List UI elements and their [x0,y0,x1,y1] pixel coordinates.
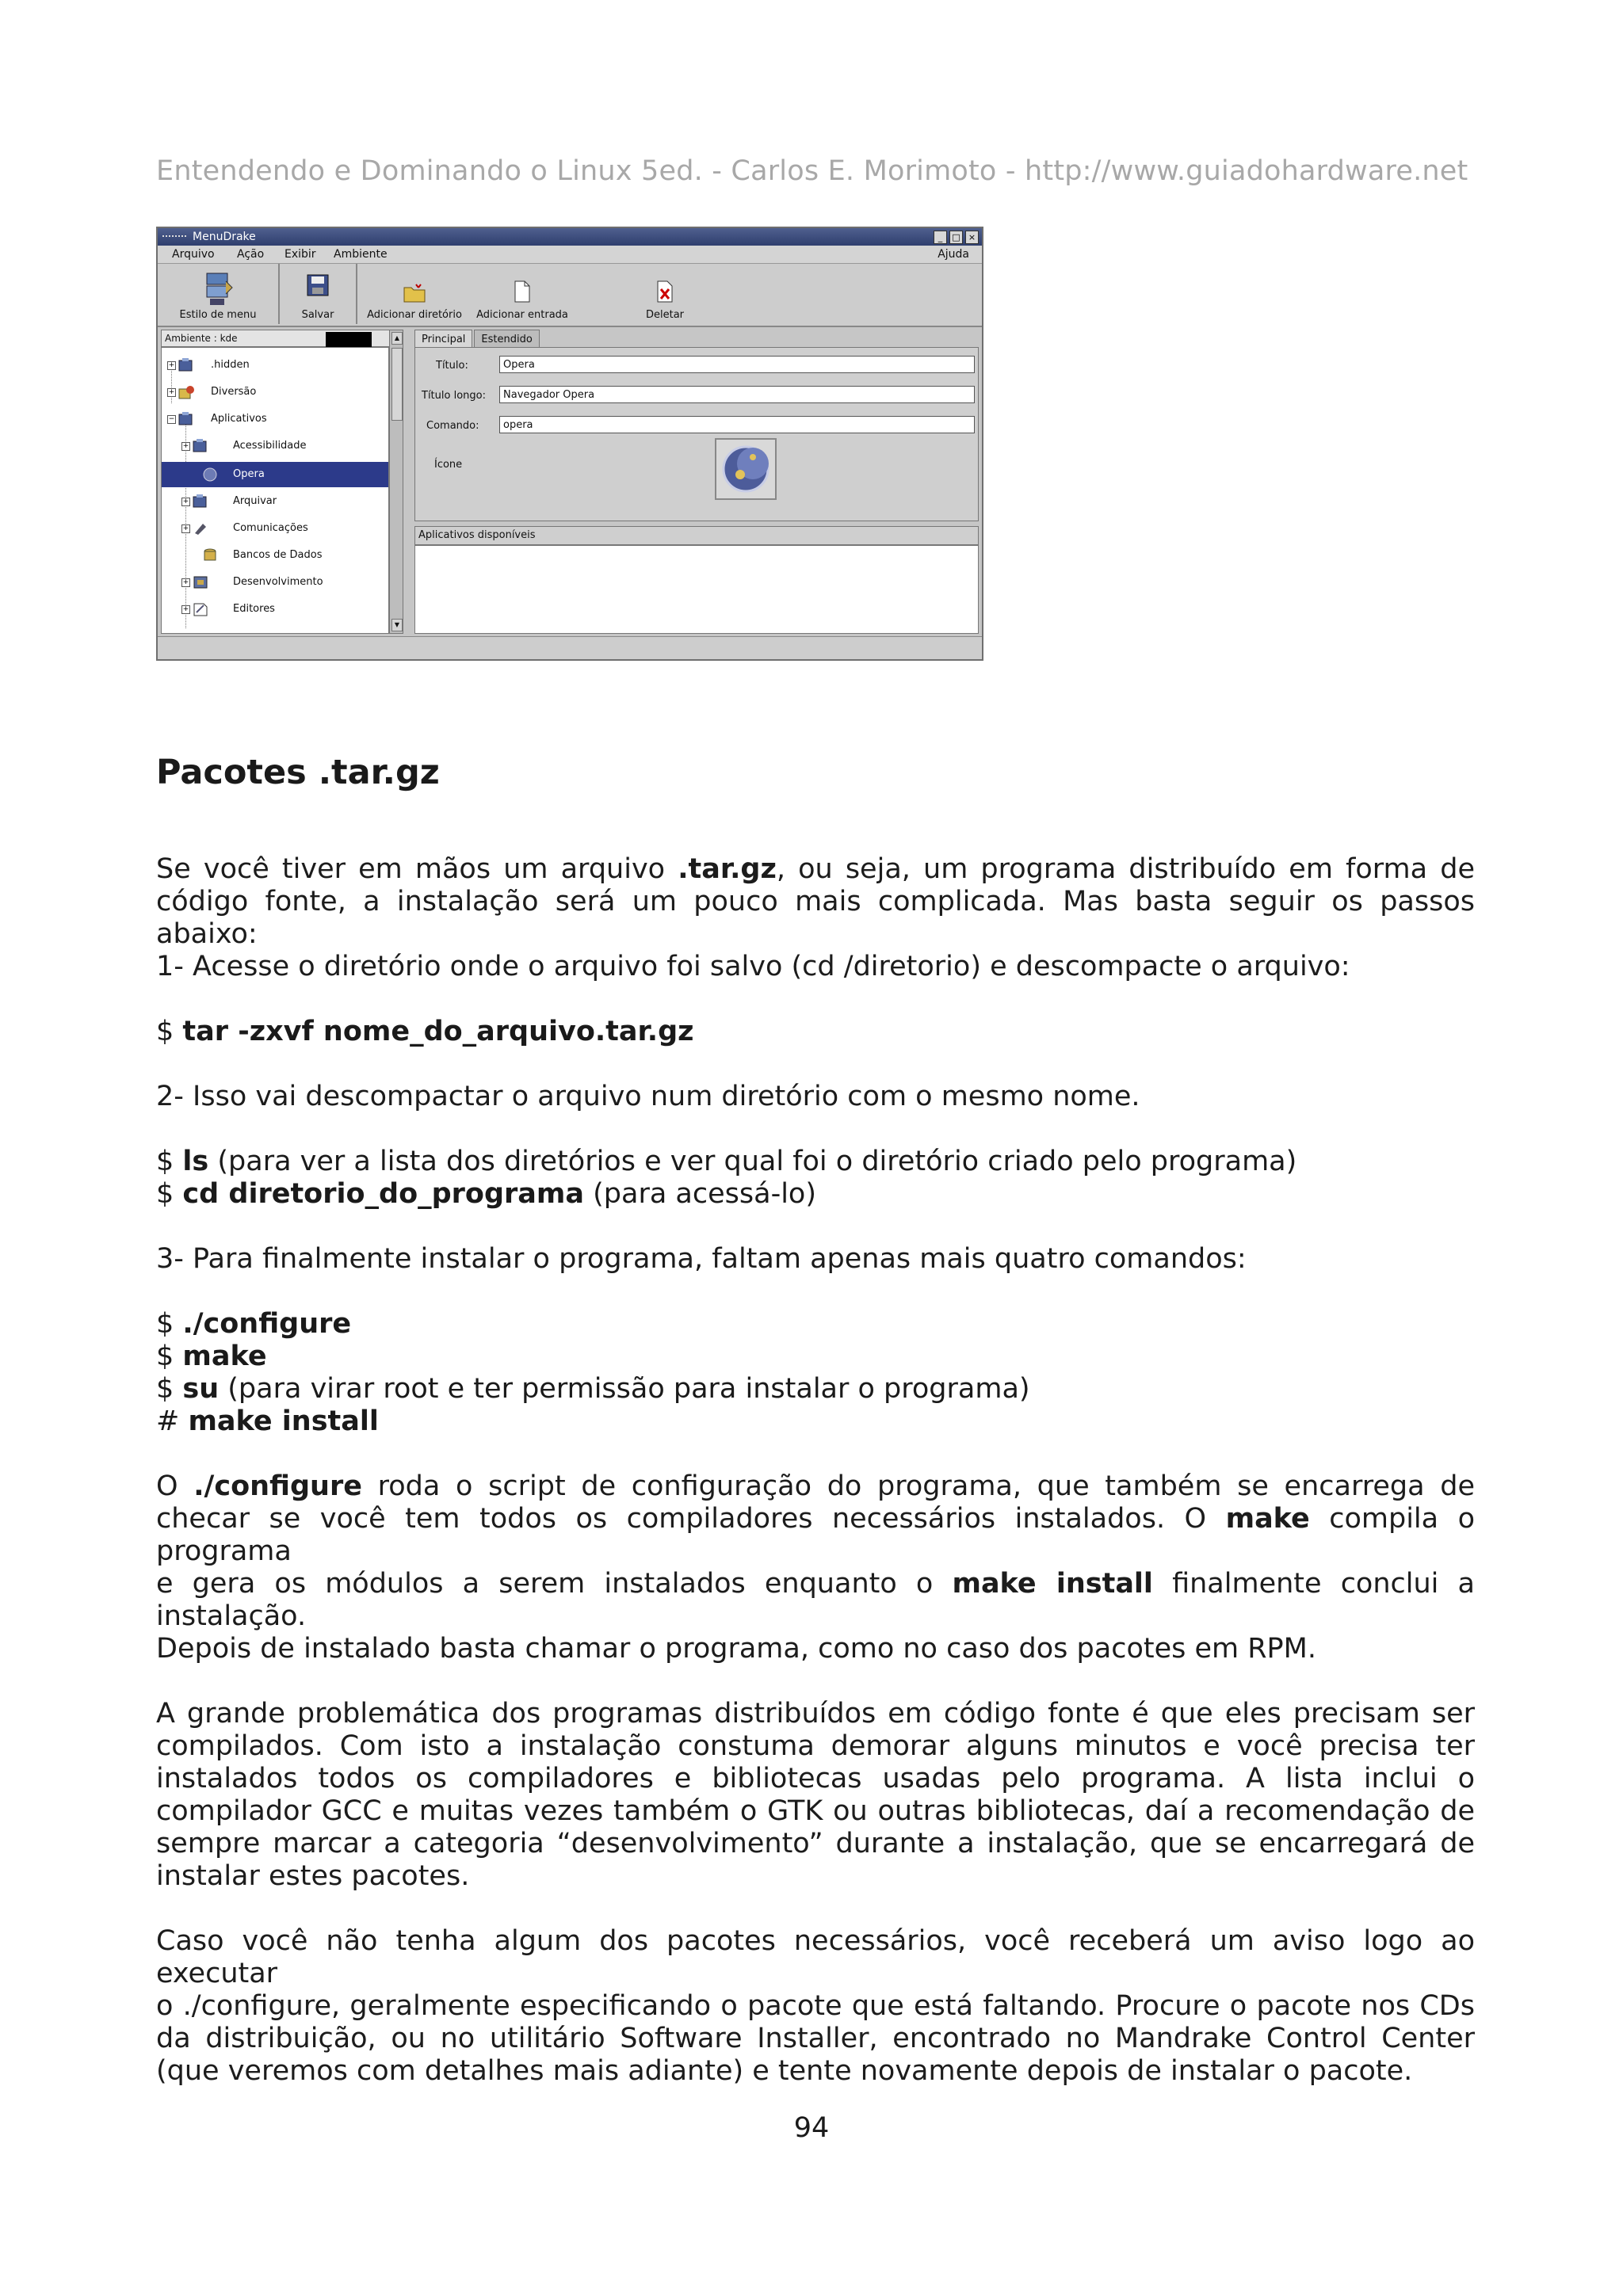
command-tar: $ tar -zxvf nome_do_arquivo.tar.gz [156,1016,694,1047]
problematica-line-2: compilados. Com isto a instalação constuma demorar alguns minutos e você precisa ter [156,1730,1475,1762]
expand-icon[interactable]: + [182,498,189,505]
problematica-line-1: A grande problemática dos programas distribuídos em código fonte é que eles precisam ser [156,1698,1475,1730]
menu-acao[interactable]: Ação [237,248,265,261]
scroll-down-icon[interactable]: ▼ [391,619,403,631]
folder-icon [192,494,209,509]
caso-line-1: Caso você não tenha algum dos pacotes necessários, você receberá um aviso logo ao executar [156,1925,1475,1989]
development-icon [192,574,209,590]
comando-row [422,416,533,437]
menu-ajuda[interactable]: Ajuda [938,248,969,261]
command-make-install: # make install [156,1405,379,1437]
folder-icon [192,438,209,454]
command-configure: $ ./configure [156,1308,352,1340]
tree-item-hidden[interactable]: + .hidden [162,353,388,378]
salvar-label: Salvar [301,309,334,321]
titulo-input[interactable]: Opera [499,356,975,373]
toolbar [158,264,982,327]
tree-item-editores[interactable]: + Editores [162,597,388,622]
ambiente-header[interactable]: Ambiente : kde [161,330,395,347]
expand-icon[interactable]: + [168,388,175,396]
command-make: $ make [156,1341,267,1372]
paragraph-intro [156,853,1475,951]
scroll-up-icon[interactable]: ▲ [391,332,403,345]
minimize-button[interactable]: _ [934,231,947,244]
icone-label: Ícone [434,459,463,471]
phone-icon [192,521,209,536]
delete-icon [655,280,674,303]
tree-item-comunicacoes[interactable]: + Comunicações [162,516,388,541]
deletar-label: Deletar [645,309,685,321]
database-icon [201,547,219,563]
folder-add-icon [403,283,426,303]
adicionar-entrada-button[interactable] [470,264,575,324]
estilo-de-menu-label: Estilo de menu [179,309,257,321]
editor-icon [192,601,209,617]
paragraph-caso [156,1925,1475,2088]
folder-icon [178,411,195,427]
tab-principal[interactable]: Principal [414,330,472,349]
page-header: Entendendo e Dominando o Linux 5ed. - Carlos E. Morimoto - http://www.guiadohardware.net [156,155,1468,187]
save-icon [306,272,330,297]
adicionar-entrada-label: Adicionar entrada [476,309,568,321]
menu-bar [158,246,982,264]
expand-icon[interactable]: + [182,605,189,613]
caso-line-4: (que veremos com detalhes mais adiante) e tente novamente depois de instalar o pacote. [156,2055,1413,2087]
paragraph-rpm: Depois de instalado basta chamar o programa, como no caso dos pacotes em RPM. [156,1633,1316,1665]
tree-scrollbar[interactable] [389,330,403,634]
tree-item-bancos-de-dados[interactable]: Bancos de Dados [162,543,388,568]
menu-arquivo[interactable]: Arquivo [172,248,215,261]
configure-line-2: checar se você tem todos os compiladores necessários instalados. O make compila o programa [156,1503,1476,1567]
aplicativos-disponiveis-header: Aplicativos disponíveis [414,526,979,545]
problematica-line-5: sempre marcar a categoria “desenvolvimento” durante a instalação, que se encarregará de [156,1828,1475,1859]
menu-tree [161,347,389,634]
tree-item-desenvolvimento[interactable]: + Desenvolvimento [162,570,388,595]
step-3: 3- Para finalmente instalar o programa, faltam apenas mais quatro comandos: [156,1243,1247,1275]
window-titlebar [158,228,982,246]
expand-icon[interactable]: + [182,442,189,450]
caso-line-2: o ./configure, geralmente especificando o pacote que está faltando. Procure o pacote nos CDs [156,1990,1475,2022]
menudrake-screenshot [156,227,983,661]
folder-icon [178,357,195,373]
configure-line-4: instalação. [156,1600,307,1632]
intro-line-2: código fonte, a instalação será um pouco mais complicada. Mas basta seguir os passos abaixo: [156,886,1475,950]
entry-properties-panel [414,347,979,521]
tree-item-diversao[interactable]: + Diversão [162,379,388,405]
close-button[interactable]: × [965,231,979,244]
step-1: 1- Acesse o diretório onde o arquivo foi salvo (cd /diretorio) e descompacte o arquivo: [156,951,1350,982]
window-menu-icon[interactable] [162,235,186,240]
menu-exibir[interactable]: Exibir [285,248,316,261]
intro-line-1: Se você tiver em mãos um arquivo .tar.gz, ou seja, um programa distribuído em forma de [156,853,1475,885]
paragraph-configure [156,1470,1475,1633]
problematica-line-6: instalar estes pacotes. [156,1860,470,1892]
opera-moon-icon [716,440,775,498]
aplicativos-disponiveis-list[interactable] [414,545,979,634]
deletar-button[interactable] [633,264,697,324]
configure-line-1: O ./configure roda o script de configuração do programa, que também se encarrega de [156,1470,1475,1502]
titulo-longo-row [422,386,595,406]
command-ls: $ ls (para ver a lista dos diretórios e ver qual foi o diretório criado pelo programa) [156,1146,1297,1177]
menu-ambiente[interactable]: Ambiente [334,248,388,261]
problematica-line-3: instalados todos os compiladores e bibliotecas usadas pelo programa. A lista inclui o [156,1763,1475,1794]
section-heading: Pacotes .tar.gz [156,753,440,792]
page-number: 94 [793,2112,830,2144]
icone-button[interactable] [715,438,777,500]
expand-icon[interactable]: + [182,524,189,532]
comando-input[interactable]: opera [499,416,975,433]
command-cd: $ cd diretorio_do_programa (para acessá-lo) [156,1178,816,1210]
tab-estendido[interactable]: Estendido [474,330,539,349]
problematica-line-4: compilador GCC e muitas vezes também o GTK ou outras bibliotecas, daí a recomendação de [156,1795,1475,1827]
expand-icon[interactable]: + [182,578,189,586]
opera-icon [201,467,219,482]
menu-style-icon [202,272,234,307]
adicionar-diretorio-label: Adicionar diretório [367,309,462,321]
titulo-longo-label: Título longo: [422,390,486,402]
salvar-button[interactable] [280,264,357,324]
titulo-label: Título: [436,360,468,372]
maximize-button[interactable]: □ [949,231,963,244]
tree-item-acessibilidade[interactable]: + Acessibilidade [162,433,388,459]
tab-bar [414,330,541,349]
command-su: $ su (para virar root e ter permissão para instalar o programa) [156,1373,1030,1405]
expand-icon[interactable]: + [168,361,175,369]
tree-item-opera[interactable]: Opera [162,462,388,487]
adicionar-diretorio-button[interactable] [361,264,468,324]
caso-line-3: da distribuição, ou no utilitário Software Installer, encontrado no Mandrake Control Center [156,2023,1475,2054]
paragraph-problematica [156,1698,1475,1893]
status-bar [158,636,982,659]
collapse-icon[interactable]: − [168,415,175,423]
games-folder-icon [178,384,195,400]
window-title: MenuDrake [193,231,256,243]
titulo-row [422,356,535,376]
step-2: 2- Isso vai descompactar o arquivo num diretório com o mesmo nome. [156,1081,1140,1112]
tree-item-aplicativos[interactable]: − Aplicativos [162,406,388,432]
configure-line-3: e gera os módulos a serem instalados enquanto o make install finalmente conclui a [156,1568,1475,1600]
estilo-de-menu-button[interactable] [158,264,280,324]
titulo-longo-input[interactable]: Navegador Opera [499,386,975,403]
scroll-thumb[interactable] [391,348,403,421]
tree-item-arquivar[interactable]: + Arquivar [162,489,388,514]
comando-label: Comando: [426,420,479,432]
new-entry-icon [513,280,532,303]
